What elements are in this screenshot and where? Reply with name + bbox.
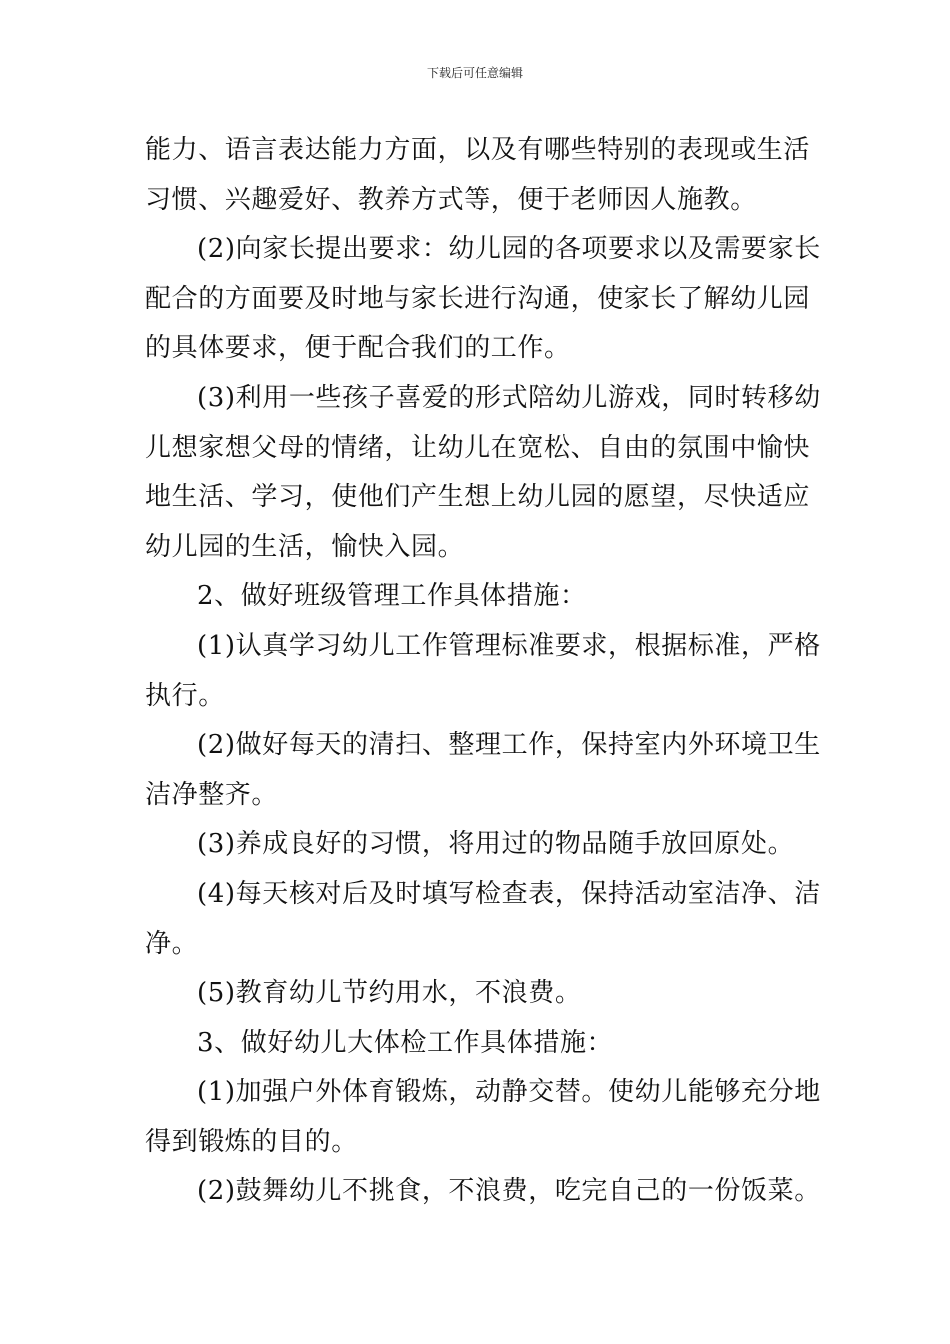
paragraph-8 (145, 870, 821, 969)
text-line: 得到锻炼的目的。 (145, 1126, 358, 1157)
text-line: 的具体要求，便于配合我们的工作。 (145, 333, 571, 364)
text-line: 3、做好幼儿大体检工作具体措施： (197, 1027, 614, 1058)
text-line: 习惯、兴趣爱好、教养方式等，便于老师因人施教。 (145, 184, 757, 215)
text-line: 执行。 (145, 680, 225, 711)
text-line: 能力、语言表达能力方面，以及有哪些特别的表现或生活 (145, 135, 811, 165)
text-line: (2)向家长提出要求：幼儿园的各项要求以及需要家长 (197, 234, 821, 265)
section-heading-3 (145, 1019, 810, 1069)
text-line: (2)鼓舞幼儿不挑食，不浪费，吃完自己的一份饭菜。 (197, 1176, 821, 1207)
paragraph-2 (145, 225, 821, 374)
text-line: (4)每天核对后及时填写检查表，保持活动室洁净、洁 (197, 878, 821, 909)
paragraph-1 (145, 126, 810, 225)
document-body (145, 126, 821, 1217)
text-line: 儿想家想父母的情绪，让幼儿在宽松、自由的氛围中愉快 (145, 432, 811, 463)
text-line: (5)教育幼儿节约用水，不浪费。 (197, 978, 582, 1009)
paragraph-5 (145, 622, 821, 721)
text-line: 洁净整齐。 (145, 779, 279, 810)
text-line: (2)做好每天的清扫、整理工作，保持室内外环境卫生 (197, 730, 821, 761)
text-line: 配合的方面要及时地与家长进行沟通，使家长了解幼儿园 (145, 283, 811, 314)
text-line: (1)加强户外体育锻炼，动静交替。使幼儿能够充分地 (197, 1077, 821, 1108)
paragraph-6 (145, 721, 821, 820)
paragraph-3 (145, 374, 821, 572)
paragraph-12 (145, 1167, 821, 1217)
text-line: 地生活、学习，使他们产生想上幼儿园的愿望，尽快适应 (145, 482, 811, 513)
paragraph-9 (145, 969, 810, 1019)
section-heading-2 (145, 572, 810, 622)
text-line: (3)养成良好的习惯，将用过的物品随手放回原处。 (197, 829, 795, 860)
text-line: (3)利用一些孩子喜爱的形式陪幼儿游戏，同时转移幼 (197, 382, 821, 413)
text-line: 2、做好班级管理工作具体措施： (197, 581, 587, 612)
text-line: (1)认真学习幼儿工作管理标准要求，根据标准，严格 (197, 630, 821, 661)
text-line: 幼儿园的生活，愉快入园。 (145, 531, 465, 562)
text-line: 净。 (145, 928, 199, 959)
paragraph-11 (145, 1068, 821, 1167)
page-header: 下载后可任意编辑 (426, 66, 523, 80)
paragraph-7 (145, 820, 810, 870)
